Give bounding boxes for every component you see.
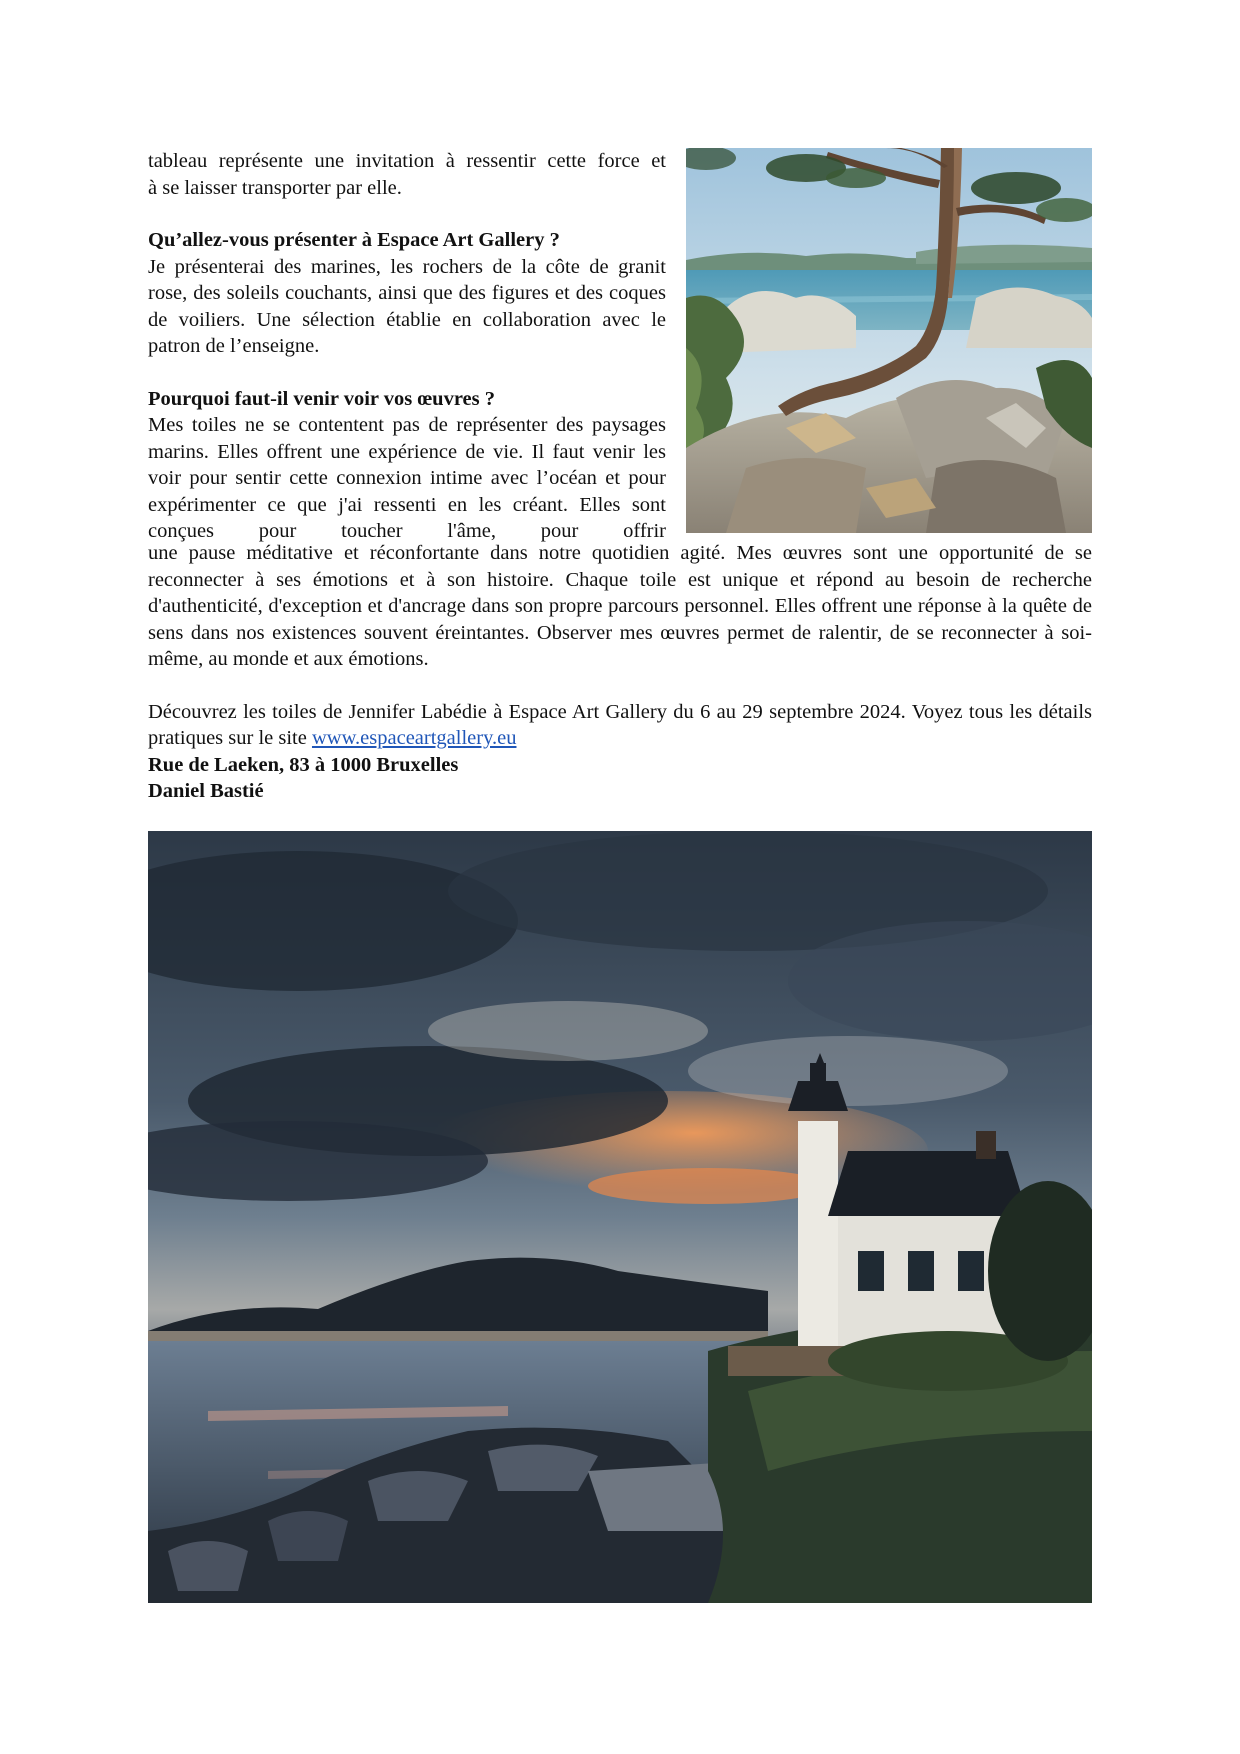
full-width-text — [148, 540, 1092, 805]
question-2-answer-part1: Mes toiles ne se contentent pas de représenter des paysages marins. Elles offrent une expérience de vie. Il faut venir les voir pour sentir cette connexion intime avec l’océan et pour expérimenter ce que j'ai ressenti en les créant. Elles sont conçues pour toucher l'âme, pour offrir — [148, 414, 666, 542]
gallery-website-link[interactable]: www.espaceartgallery.eu — [311, 727, 517, 749]
question-2-answer-part2: une pause méditative et réconfortante dans notre quotidien agité. Mes œuvres sont une opportunité de se reconnecter à ses émotions et à son histoire. Chaque toile est unique et répond au besoin de recherche d'authenticité, d'exception et d'ancrage dans son propre parcours personnel. Elles offrent une réponse à la quête de sens dans nos existences souvent éreintantes. Observer mes œuvres permet de ralentir, de se reconnecter à soi-même, au monde et aux émotions. — [148, 542, 1092, 670]
lighthouse-dusk-painting — [148, 831, 1092, 1603]
left-column-text — [148, 148, 666, 545]
article-author: Daniel Bastié — [148, 780, 264, 802]
closing-paragraph — [148, 699, 1092, 752]
question-1-answer: Je présenterai des marines, les rochers de la côte de granit rose, des soleils couchants, ainsi que des figures et des coques de voiliers. Une sélection établie en collaboration avec le patron de l’enseigne. — [148, 255, 666, 357]
question-1-heading: Qu’allez-vous présenter à Espace Art Gallery ? — [148, 229, 560, 251]
question-2-heading: Pourquoi faut-il venir voir vos œuvres ? — [148, 387, 496, 410]
intro-line-1: tableau représente une invitation à ressentir cette force et — [148, 150, 666, 172]
closing-text: Découvrez les toiles de Jennifer Labédie à Espace Art Gallery du 6 au 29 septembre 2024. Voyez tous les détails pratiques sur le site — [148, 700, 1092, 749]
intro-line-2: à se laisser transporter par elle. — [148, 176, 402, 199]
gallery-address: Rue de Laeken, 83 à 1000 Bruxelles — [148, 753, 459, 776]
coastal-pine-painting — [686, 148, 1092, 533]
